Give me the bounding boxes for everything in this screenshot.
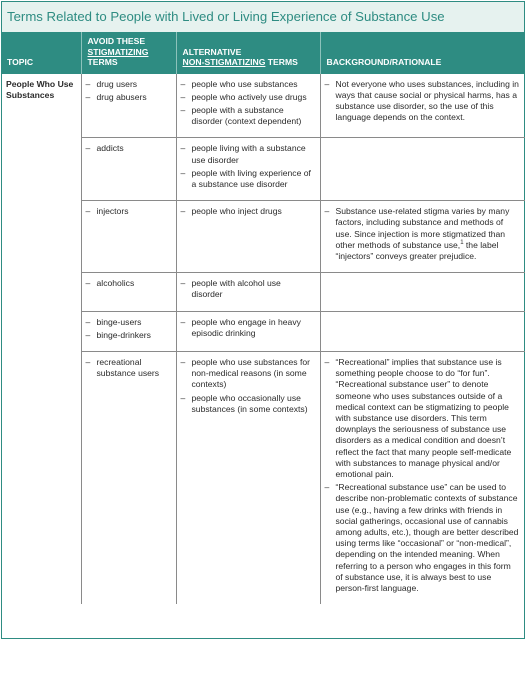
list-item: – addicts [86,143,170,154]
rationale-cell [320,138,525,201]
avoid-cell [81,351,176,604]
list-item: – people who occasionally use substances (in some contexts) [181,393,314,415]
avoid-cell [81,201,176,273]
alternative-cell [176,138,320,201]
alternative-cell [176,273,320,311]
list-item: – drug abusers [86,92,170,103]
list-item: – people who use substances for non-medical reasons (in some contexts) [181,357,314,391]
alternative-cell [176,201,320,273]
list-item: – people with alcohol use disorder [181,278,314,300]
alternative-cell [176,311,320,351]
avoid-cell [81,311,176,351]
list-item: – injectors [86,206,170,217]
header-avoid: AVOID THESE STIGMATIZING TERMS [81,32,176,74]
list-item: – people with living experience of a substance use disorder [181,168,314,190]
topic-cell: People Who Use Substances [1,74,81,605]
avoid-cell [81,74,176,138]
list-item: – Substance use-related stigma varies by many factors, including substance and methods of use. Since injection is more stigmatized than other methods of substance use,$^1$ the label “injectors” conveys greater prejudice. [325,206,520,262]
rationale-cell [320,311,525,351]
list-item: – people who use substances [181,79,314,90]
list-item: – people who actively use drugs [181,92,314,103]
rationale-cell [320,201,525,273]
list-item: – people with a substance disorder (context dependent) [181,105,314,127]
table-title: Terms Related to People with Lived or Living Experience of Substance Use [2,2,524,32]
list-item: – people who engage in heavy episodic drinking [181,317,314,339]
list-item: – “Recreational substance use” can be used to describe non-problematic contexts of substance use (e.g., having a few drinks with friends in social gatherings, occasional use of cannabis among adults, etc.), though are better described using terms like “occasional” or “non-medical”, depending on the intended meaning. When referring to a person who engages in this form of substance use, it is always best to use person-first language. [325,482,520,594]
list-item: – “Recreational” implies that substance use is something people choose to do “for fun”. “Recreational substance user” to denote someone who uses substances outside of a medical context can be stigmatizing to people with substance use disorders. This term downplays the seriousness of substance use disorders as a medical condition and doesn’t reflect the fact that many people self-medicate with substances to manage physical and/or emotional pain. [325,357,520,480]
header-topic: TOPIC [1,32,81,74]
list-item: – binge-users [86,317,170,328]
list-item: – people who inject drugs [181,206,314,217]
list-item: – people living with a substance use disorder [181,143,314,165]
list-item: – drug users [86,79,170,90]
terms-table-frame [1,1,525,639]
header-background: BACKGROUND/RATIONALE [320,32,525,74]
header-alternative: ALTERNATIVE NON-STIGMATIZING TERMS [176,32,320,74]
list-item: – recreational substance users [86,357,170,379]
list-item: – alcoholics [86,278,170,289]
table-row [1,74,525,138]
rationale-cell [320,351,525,604]
header-row [1,32,525,74]
footnote-marker: 1 [460,239,464,246]
rationale-cell [320,273,525,311]
list-item: – binge-drinkers [86,330,170,341]
list-item: – Not everyone who uses substances, including in ways that cause social or physical harms, has a substance use disorder, so the use of this language depends on the context. [325,79,520,124]
terms-table [1,32,525,604]
alternative-cell [176,74,320,138]
rationale-cell [320,74,525,138]
avoid-cell [81,273,176,311]
avoid-cell [81,138,176,201]
alternative-cell [176,351,320,604]
